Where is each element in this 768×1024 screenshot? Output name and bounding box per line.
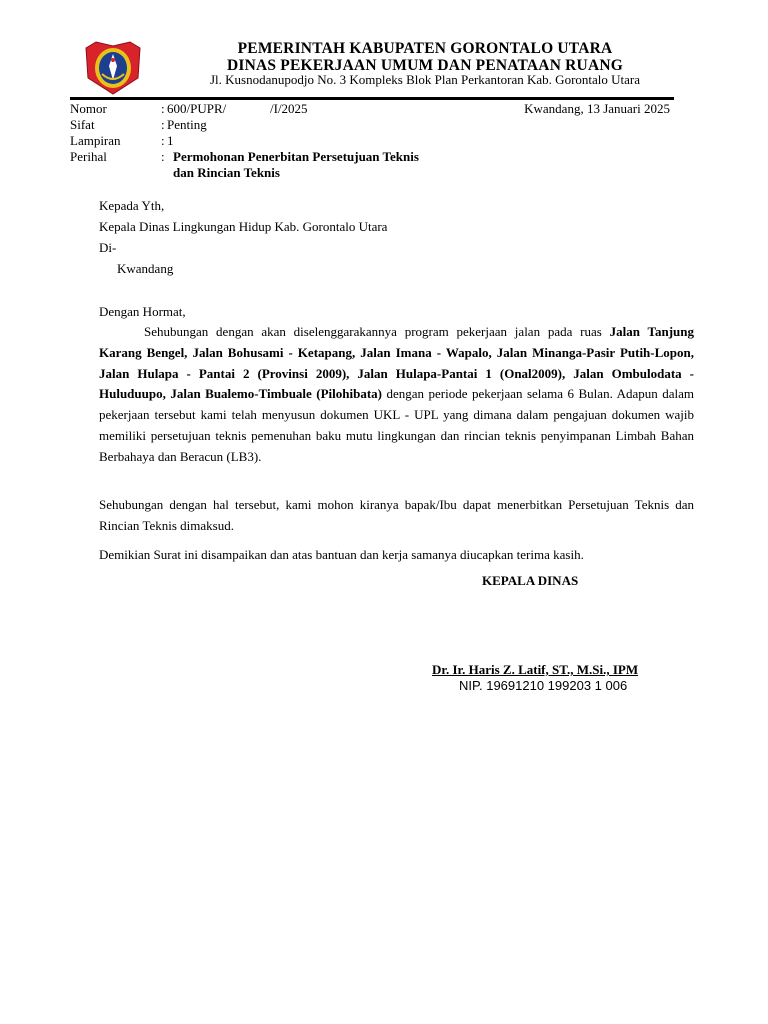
signature-nip: NIP. 19691210 199203 1 006 bbox=[459, 678, 628, 693]
recipient-kepada: Kepada Yth, bbox=[99, 198, 165, 213]
signature-name: Dr. Ir. Haris Z. Latif, ST., M.Si., IPM bbox=[432, 662, 639, 677]
letterhead-divider bbox=[70, 97, 674, 100]
body-paragraph-2: Sehubungan dengan hal tersebut, kami mohon kiranya bapak/Ibu dapat menerbitkan Persetujuan Teknis dan Rincian Teknis dimaksud. bbox=[99, 497, 694, 533]
letterhead-agency: DINAS PEKERJAAN UMUM DAN PENATAAN RUANG bbox=[226, 57, 623, 74]
perihal-line2: dan Rincian Teknis bbox=[173, 165, 280, 180]
p1-intro: Sehubungan dengan akan diselenggarakannya program pekerjaan jalan pada ruas bbox=[144, 324, 610, 339]
sifat-row bbox=[70, 117, 674, 133]
body-paragraph-1 bbox=[99, 322, 694, 468]
recipient-di: Di- bbox=[99, 240, 117, 255]
nomor-label: Nomor bbox=[70, 101, 107, 116]
perihal-colon: : bbox=[161, 149, 165, 164]
recipient-place: Kwandang bbox=[117, 261, 174, 276]
perihal-label: Perihal bbox=[70, 149, 107, 164]
letterhead-government: PEMERINTAH KABUPATEN GORONTALO UTARA bbox=[237, 40, 613, 57]
salutation: Dengan Hormat, bbox=[99, 304, 186, 319]
perihal-row bbox=[70, 149, 674, 165]
nomor-row bbox=[70, 101, 674, 117]
p1-roads: Jalan Tanjung Karang Bengel, Jalan Bohusami - Ketapang, Jalan Imana - Wapalo, Jalan Minanga-Pasir Putih-Lopon, Jalan Hulapa - Pantai 2 (Provinsi 2009), Jalan Hulapa-Pantai 1 (Onal2009), Jalan Ombulodata - Huluduupo, Jalan Bualemo-Timbuale (Pilohibata) bbox=[99, 324, 694, 402]
sifat-colon: : bbox=[161, 117, 165, 132]
sifat-value: Penting bbox=[167, 117, 207, 132]
lampiran-value: 1 bbox=[167, 133, 174, 148]
nomor-suffix: /I/2025 bbox=[270, 101, 308, 116]
recipient-name: Kepala Dinas Lingkungan Hidup Kab. Gorontalo Utara bbox=[99, 219, 388, 234]
letter-date: Kwandang, 13 Januari 2025 bbox=[524, 101, 670, 116]
perihal-row-2 bbox=[70, 165, 674, 181]
perihal-line1: Permohonan Penerbitan Persetujuan Teknis bbox=[173, 149, 419, 164]
nomor-colon: : bbox=[161, 101, 165, 116]
letterhead-address: Jl. Kusnodanupodjo No. 3 Kompleks Blok Plan Perkantoran Kab. Gorontalo Utara bbox=[209, 72, 641, 87]
sifat-label: Sifat bbox=[70, 117, 95, 132]
lampiran-label: Lampiran bbox=[70, 133, 121, 148]
p1-rest: dengan periode pekerjaan selama 6 Bulan. Adapun dalam pekerjaan tersebut kami telah menyusun dokumen UKL - UPL yang dimana dalam pengajuan dokumen wajib memiliki persetujuan teknis pemenuhan baku mutu lingkungan dan rincian teknis penyimpanan Limbah Bahan Berbahaya dan Beracun (LB3). bbox=[99, 386, 694, 464]
regional-emblem-icon bbox=[82, 40, 144, 96]
lampiran-colon: : bbox=[161, 133, 165, 148]
nomor-value: 600/PUPR/ bbox=[167, 101, 227, 116]
lampiran-row bbox=[70, 133, 674, 149]
signature-title: KEPALA DINAS bbox=[482, 573, 579, 588]
body-paragraph-3: Demikian Surat ini disampaikan dan atas bantuan dan kerja samanya diucapkan terima kasih. bbox=[99, 547, 584, 562]
